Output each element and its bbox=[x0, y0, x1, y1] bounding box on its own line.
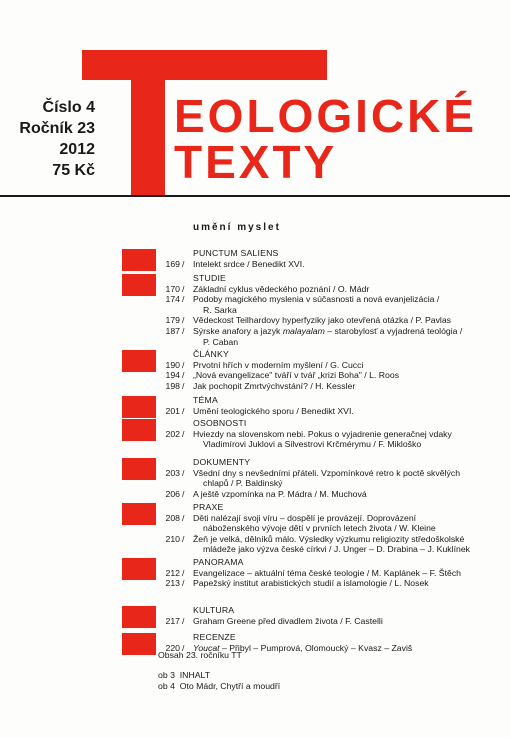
toc-entry-line: Papežský institut arabistických studií a islamologie / L. Nosek bbox=[193, 578, 429, 589]
toc-separator: / bbox=[182, 380, 185, 391]
toc-entry-line: Evangelizace – aktuální téma české teologie / M. Kaplánek – F. Štěch bbox=[193, 567, 462, 578]
cover-item: ob 3 INHALT bbox=[158, 670, 210, 680]
logo-t-stem bbox=[131, 80, 165, 196]
toc-entry-line: R. Sarka bbox=[203, 304, 237, 315]
toc-entry-line: náboženského vývoje dětí v prvních letech života / W. Kleine bbox=[203, 523, 436, 534]
section-heading: PANORAMA bbox=[193, 557, 244, 567]
page-title bbox=[174, 90, 478, 142]
contents-note: Obsah 23. ročníku TT bbox=[158, 650, 242, 660]
toc-entry-line: Všední dny s nevšedními přáteli. Vzpomínkové retro k poctě skvělých bbox=[193, 467, 461, 478]
toc-page-number: 174 bbox=[165, 294, 180, 305]
toc-separator: / bbox=[182, 567, 185, 578]
toc-page-number: 203 bbox=[165, 467, 180, 478]
toc-entry-line: Intelekt srdce / Benedikt XVI. bbox=[193, 258, 305, 269]
toc-entry-text bbox=[193, 381, 493, 392]
toc-entry-line: Základní cyklus vědeckého poznání / O. Mádr bbox=[193, 283, 370, 294]
toc-entry[interactable] bbox=[158, 513, 498, 534]
toc-separator: / bbox=[182, 359, 185, 370]
toc-page-number: 169 bbox=[165, 258, 180, 269]
header-rule bbox=[0, 195, 510, 197]
toc-entry-line: Sýrske anafory a jazyk malayalam – starobylosť a vyjadrená teológia / bbox=[193, 326, 463, 336]
toc-entry-line: Umění teologického sporu / Benedikt XVI. bbox=[193, 405, 354, 416]
toc-page-number: 198 bbox=[165, 380, 180, 391]
toc-page-number: 212 bbox=[165, 567, 180, 578]
toc-entry[interactable] bbox=[158, 534, 498, 555]
toc-separator: / bbox=[182, 294, 185, 305]
issue-year: 2012 bbox=[59, 141, 95, 158]
toc-page-number: 190 bbox=[165, 359, 180, 370]
motto: umění myslet bbox=[193, 222, 281, 233]
toc-separator: / bbox=[182, 642, 185, 653]
toc-entry[interactable] bbox=[158, 360, 498, 371]
toc-entry-line: Jak pochopit Zmrtvýchvstání? / H. Kessler bbox=[193, 380, 356, 391]
toc-entry-text bbox=[193, 326, 493, 347]
toc-entry[interactable] bbox=[158, 568, 498, 579]
toc-entry-text bbox=[193, 360, 493, 371]
toc-entry[interactable] bbox=[158, 259, 498, 270]
toc-entry-line: mládeže jako výzva české církvi / J. Unger – D. Drabina – J. Kuklínek bbox=[203, 544, 471, 555]
toc-page-number: 220 bbox=[165, 642, 180, 653]
toc-separator: / bbox=[182, 533, 185, 544]
toc-entry-line: Děti nalézají svoji víru – dospělí je provázejí. Doprovázení bbox=[193, 512, 417, 523]
section-marker bbox=[122, 503, 156, 525]
toc-entry-line: Prvotní hřích v moderním myšlení / G. Cucci bbox=[193, 359, 364, 370]
toc-separator: / bbox=[182, 488, 185, 499]
issue-volume: Ročník 23 bbox=[19, 120, 95, 137]
toc-entry-line: Vědeckost Teilhardovy hyperfyziky jako otevřená otázka / P. Pavlas bbox=[193, 315, 452, 326]
toc-separator: / bbox=[182, 283, 185, 294]
toc-entry[interactable] bbox=[158, 294, 498, 315]
toc-entry-text bbox=[193, 489, 493, 500]
toc-page-number: 194 bbox=[165, 370, 180, 381]
toc-entry[interactable] bbox=[158, 284, 498, 295]
issue-number: Číslo 4 bbox=[42, 99, 95, 116]
toc-entry-text bbox=[193, 513, 493, 534]
toc-entry-line: A ještě vzpomínka na P. Mádra / M. Muchová bbox=[193, 488, 367, 499]
toc-entry-line: P. Caban bbox=[203, 336, 239, 347]
section-heading: ČLÁNKY bbox=[193, 349, 229, 359]
section-marker bbox=[122, 458, 156, 480]
toc-entry[interactable] bbox=[158, 578, 498, 589]
issue-info bbox=[0, 97, 95, 181]
page-title-line2: TEXTY bbox=[174, 136, 338, 188]
toc-entry-text bbox=[193, 429, 493, 450]
toc-entry[interactable] bbox=[158, 429, 498, 450]
section-marker bbox=[122, 396, 156, 418]
toc-entry[interactable] bbox=[158, 468, 498, 489]
toc-page-number: 210 bbox=[165, 533, 180, 544]
section-heading: STUDIE bbox=[193, 273, 227, 283]
logo-top-bar-right bbox=[82, 50, 327, 80]
section-heading: PRAXE bbox=[193, 502, 224, 512]
toc-entry-text bbox=[193, 568, 493, 579]
section-marker bbox=[122, 274, 156, 296]
toc-entry[interactable] bbox=[158, 370, 498, 381]
toc-entry-text bbox=[193, 534, 493, 555]
toc-entry-line: Hviezdy na slovenskom nebi. Pokus o vyjadrenie generačnej vdaky bbox=[193, 428, 452, 439]
toc-entry[interactable] bbox=[158, 381, 498, 392]
toc-entry-text bbox=[193, 259, 493, 270]
title-line1: EOLOGICKÉ bbox=[174, 90, 478, 142]
toc-entry-text bbox=[193, 406, 493, 417]
section-marker bbox=[122, 419, 156, 441]
toc-entry-line: Youcat – Přibyl – Pumprová, Olomoucký – Kvasz – Zaviš bbox=[193, 642, 413, 653]
toc-separator: / bbox=[182, 405, 185, 416]
section-marker bbox=[122, 633, 156, 655]
toc-entry[interactable] bbox=[158, 616, 498, 627]
toc-page-number: 170 bbox=[165, 283, 180, 294]
toc-entry-text bbox=[193, 468, 493, 489]
toc-entry-text bbox=[193, 315, 493, 326]
toc-page-number: 213 bbox=[165, 578, 180, 589]
toc-separator: / bbox=[182, 615, 185, 626]
toc-separator: / bbox=[182, 578, 185, 589]
section-marker bbox=[122, 350, 156, 372]
section-heading: PUNCTUM SALIENS bbox=[193, 248, 279, 258]
section-marker bbox=[122, 606, 156, 628]
toc-entry-text bbox=[193, 284, 493, 295]
section-marker bbox=[122, 249, 156, 271]
toc-entry-text bbox=[193, 294, 493, 315]
toc-entry[interactable] bbox=[158, 326, 498, 347]
toc-entry[interactable] bbox=[158, 489, 498, 500]
toc-page-number: 217 bbox=[165, 615, 180, 626]
toc-separator: / bbox=[182, 428, 185, 439]
toc-entry[interactable] bbox=[158, 406, 498, 417]
section-heading: TÉMA bbox=[193, 395, 218, 405]
toc-page-number: 187 bbox=[165, 326, 180, 336]
section-heading: DOKUMENTY bbox=[193, 457, 251, 467]
toc-page-number: 179 bbox=[165, 315, 180, 326]
toc-entry-text bbox=[193, 616, 493, 627]
cover-item: ob 4 Oto Mádr, Chytří a moudří bbox=[158, 681, 281, 691]
toc-page-number: 202 bbox=[165, 428, 180, 439]
toc-entry-line: Žeň je velká, dělníků málo. Výsledky výzkumu religiozity středoškolské bbox=[193, 533, 465, 544]
toc-page-number: 206 bbox=[165, 488, 180, 499]
toc-entry-line: Podoby magického myslenia v súčasnosti a nová evanjelizácia / bbox=[193, 294, 440, 305]
toc-entry-line: Graham Greene před divadlem života / F. Castelli bbox=[193, 615, 383, 626]
toc-entry[interactable] bbox=[158, 315, 498, 326]
toc-page-number: 208 bbox=[165, 512, 180, 523]
toc-entry-line: chlapů / P. Baldinský bbox=[203, 478, 283, 489]
toc-entry-text bbox=[193, 578, 493, 589]
toc-separator: / bbox=[182, 326, 185, 336]
toc-separator: / bbox=[182, 370, 185, 381]
section-heading: OSOBNOSTI bbox=[193, 418, 247, 428]
toc-separator: / bbox=[182, 258, 185, 269]
issue-price: 75 Kč bbox=[52, 162, 95, 179]
toc-entry-line: Vladimírovi Juklovi a Silvestrovi Krčmérymu / F. Mikloško bbox=[203, 439, 422, 450]
toc-page-number: 201 bbox=[165, 405, 180, 416]
toc-separator: / bbox=[182, 315, 185, 326]
section-marker bbox=[122, 558, 156, 580]
toc-entry-line: „Nová evangelizace" tváří v tvář „krizi Boha" / L. Roos bbox=[193, 370, 400, 381]
section-heading: RECENZE bbox=[193, 632, 236, 642]
section-heading: KULTURA bbox=[193, 605, 235, 615]
toc-separator: / bbox=[182, 467, 185, 478]
toc-entry-text bbox=[193, 370, 493, 381]
toc-separator: / bbox=[182, 512, 185, 523]
